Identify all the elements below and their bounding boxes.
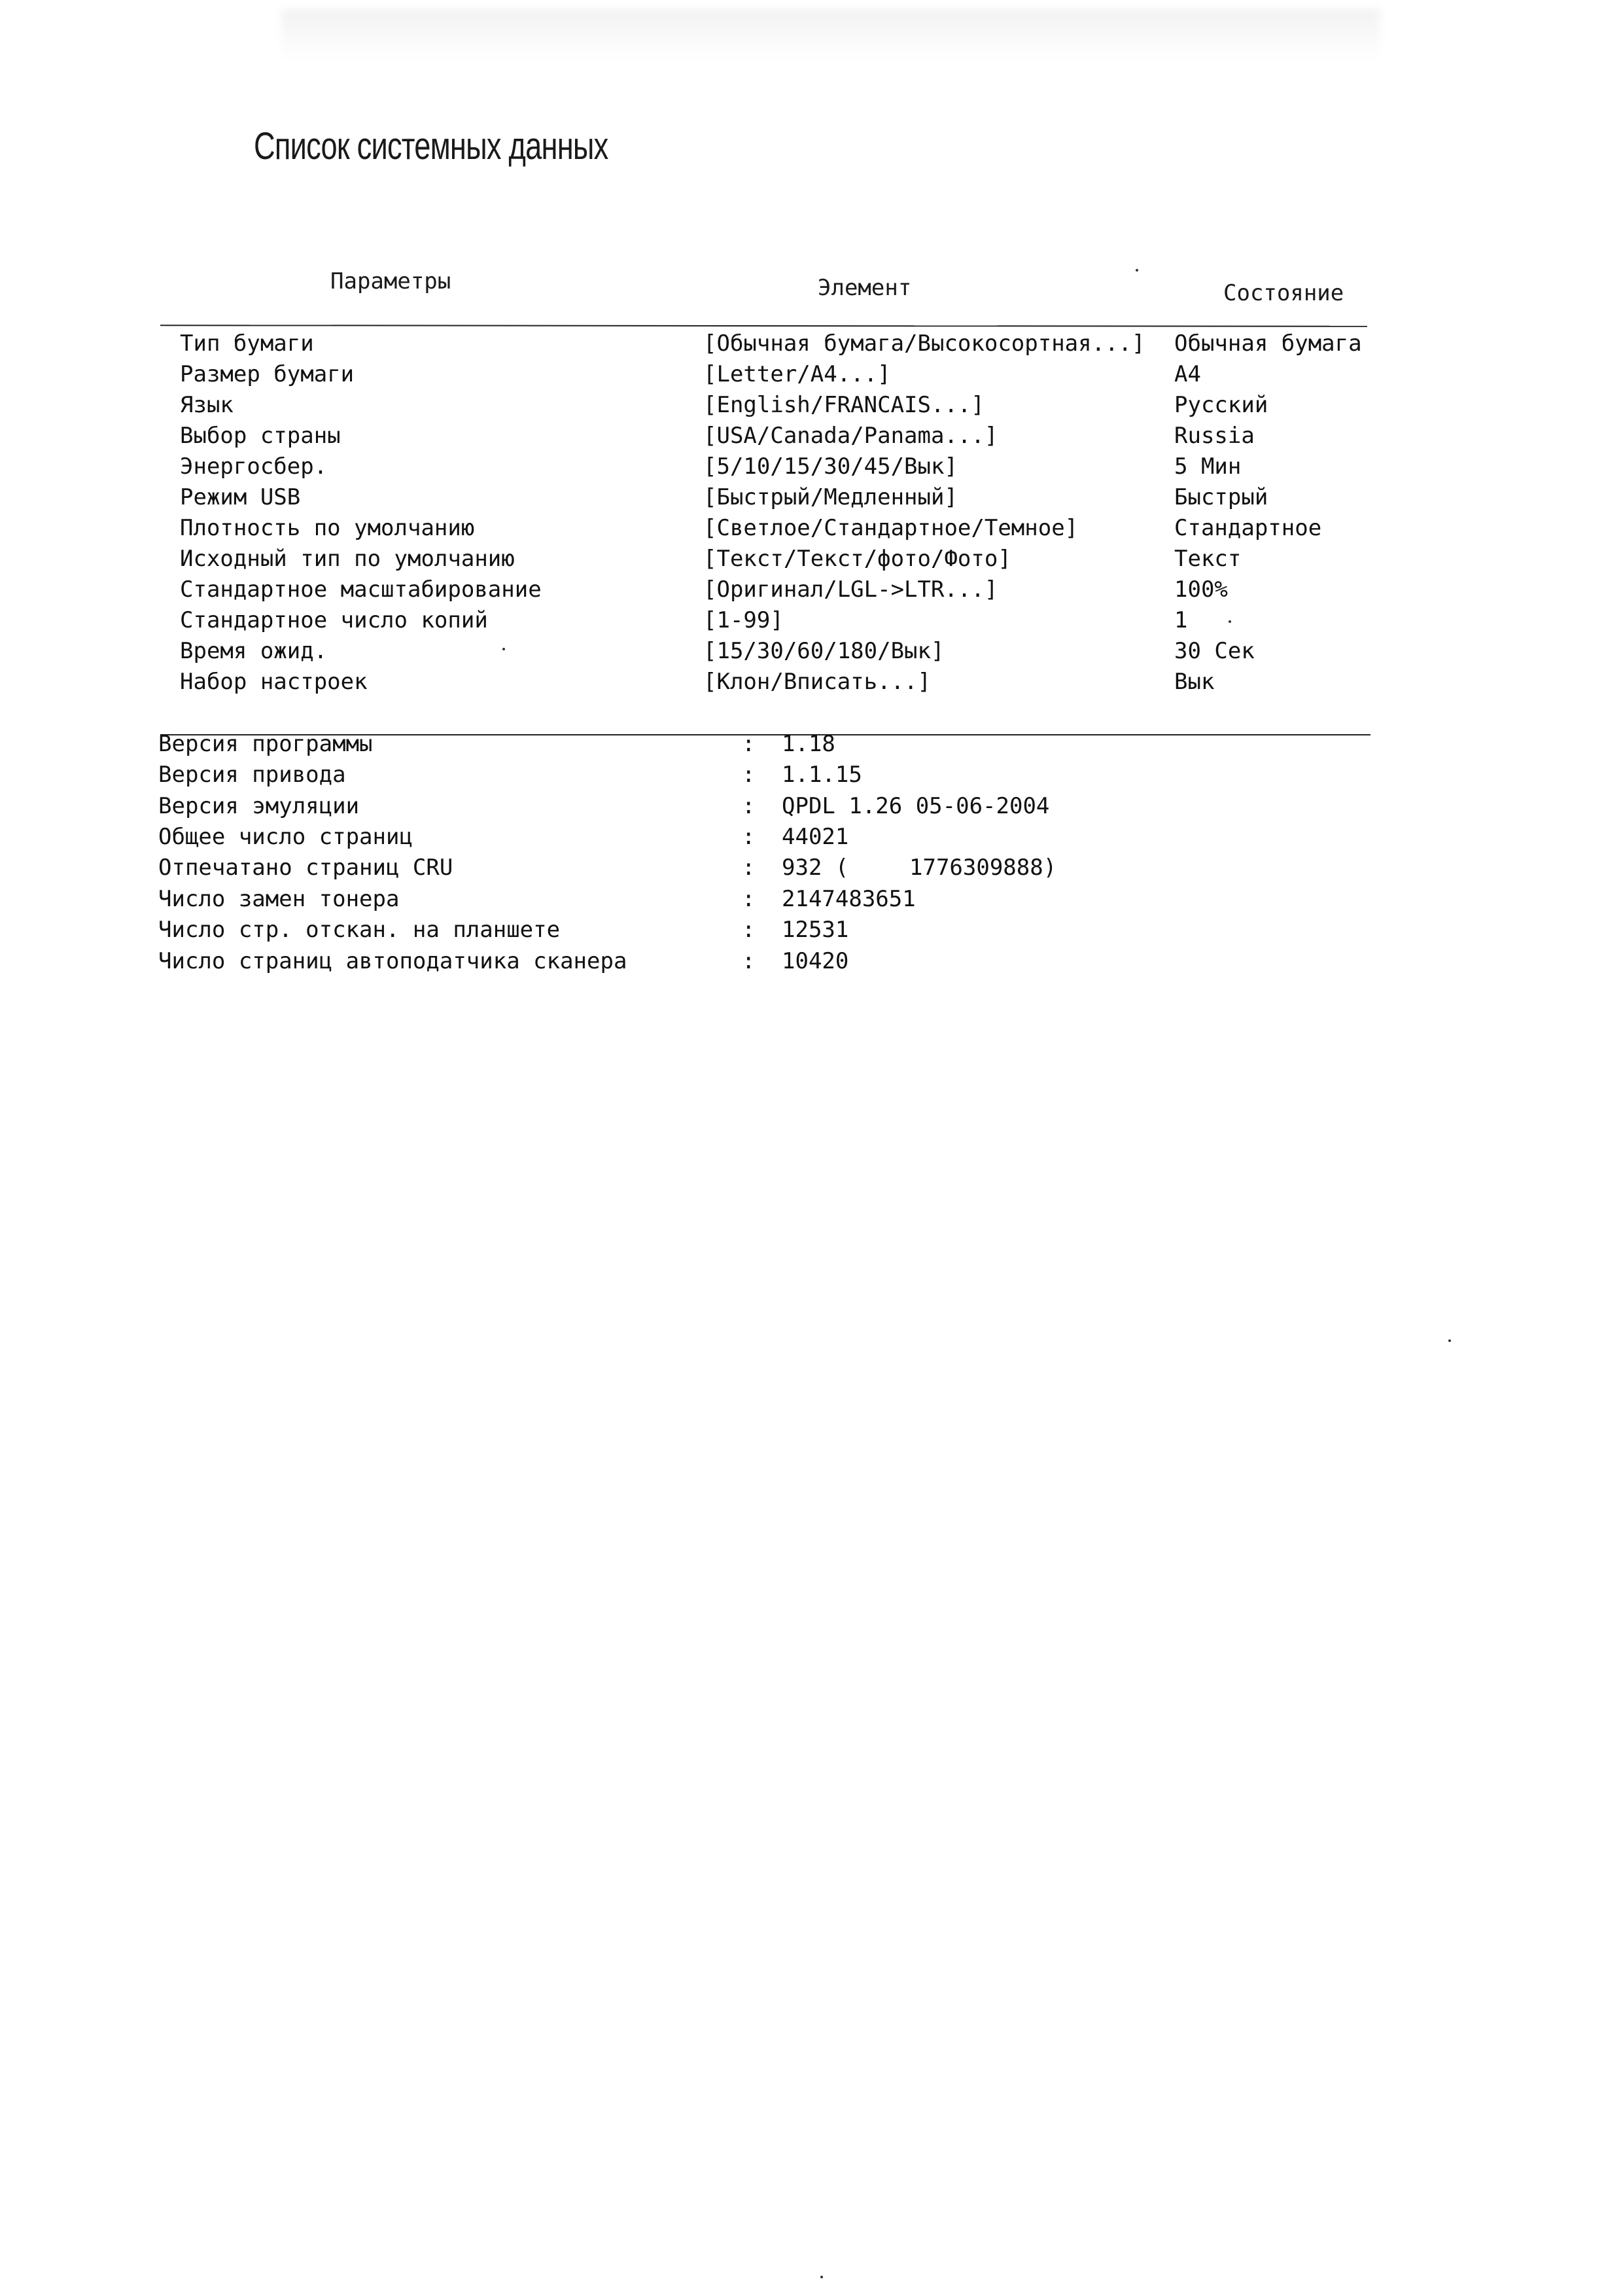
- setting-state: Русский: [1174, 392, 1268, 418]
- scan-speck: [1448, 1339, 1451, 1342]
- info-value: 12531: [782, 917, 849, 943]
- settings-row: [0, 638, 1623, 669]
- info-label: Версия эмуляции: [158, 793, 360, 819]
- setting-param: Время ожид.: [180, 638, 328, 664]
- info-colon: :: [742, 917, 756, 943]
- settings-row: [0, 607, 1623, 638]
- scan-speck: [502, 648, 505, 650]
- info-row: [0, 948, 1623, 979]
- setting-state: A4: [1174, 361, 1201, 387]
- info-colon: :: [742, 886, 756, 912]
- header-divider: [160, 325, 1367, 327]
- setting-state: Russia: [1174, 423, 1255, 449]
- info-row: [0, 855, 1623, 885]
- column-header-state: Состояние: [1223, 280, 1344, 306]
- info-value: 44021: [782, 824, 849, 850]
- info-value-secondary: 1776309888): [909, 855, 1057, 881]
- info-row: [0, 886, 1623, 917]
- setting-state: Обычная бумага: [1174, 330, 1362, 357]
- setting-param: Набор настроек: [180, 669, 368, 695]
- setting-state: 5 Мин: [1174, 453, 1242, 480]
- setting-state: 100%: [1174, 576, 1228, 603]
- setting-element: [5/10/15/30/45/Вык]: [703, 453, 958, 480]
- setting-param: Плотность по умолчанию: [180, 515, 475, 541]
- setting-state: Текст: [1174, 546, 1242, 572]
- scan-speck: [820, 2276, 823, 2278]
- info-label: Отпечатано страниц CRU: [158, 855, 453, 881]
- setting-state: Быстрый: [1174, 484, 1268, 510]
- setting-element: [English/FRANCAIS...]: [703, 392, 985, 418]
- setting-element: [Оригинал/LGL->LTR...]: [703, 576, 998, 603]
- info-value: 932 (: [782, 855, 849, 881]
- setting-state: Стандартное: [1174, 515, 1322, 541]
- info-value: 2147483651: [782, 886, 916, 912]
- settings-row: [0, 361, 1623, 392]
- info-row: [0, 762, 1623, 792]
- setting-element: [Обычная бумага/Высокосортная...]: [703, 330, 1145, 357]
- settings-row: [0, 515, 1623, 546]
- column-header-element: Элемент: [818, 275, 912, 301]
- info-value: 1.18: [782, 731, 835, 757]
- info-value: QPDL 1.26 05-06-2004: [782, 793, 1050, 819]
- setting-element: [Letter/A4...]: [703, 361, 891, 387]
- setting-state: Вык: [1174, 669, 1215, 695]
- info-label: Число стр. отскан. на планшете: [158, 917, 561, 943]
- setting-param: Размер бумаги: [180, 361, 355, 387]
- settings-row: [0, 423, 1623, 453]
- settings-row: [0, 392, 1623, 423]
- setting-element: [Текст/Текст/фото/Фото]: [703, 546, 1011, 572]
- column-header-params: Параметры: [330, 268, 451, 294]
- setting-param: Исходный тип по умолчанию: [180, 546, 515, 572]
- setting-element: [15/30/60/180/Вык]: [703, 638, 945, 664]
- setting-element: [USA/Canada/Panama...]: [703, 423, 998, 449]
- scan-speck: [1229, 620, 1231, 623]
- setting-param: Язык: [180, 392, 234, 418]
- scan-speck: [1136, 269, 1138, 272]
- info-row: [0, 731, 1623, 762]
- page-title: Список системных данных: [254, 125, 608, 168]
- info-label: Число страниц автоподатчика сканера: [158, 948, 627, 974]
- setting-param: Режим USB: [180, 484, 301, 510]
- setting-element: [1-99]: [703, 607, 784, 633]
- settings-row: [0, 484, 1623, 515]
- setting-param: Выбор страны: [180, 423, 341, 449]
- info-colon: :: [742, 824, 756, 850]
- setting-element: [Клон/Вписать...]: [703, 669, 931, 695]
- settings-row: [0, 669, 1623, 699]
- info-colon: :: [742, 762, 756, 788]
- info-row: [0, 917, 1623, 947]
- info-label: Общее число страниц: [158, 824, 413, 850]
- info-colon: :: [742, 793, 756, 819]
- info-row: [0, 824, 1623, 855]
- setting-param: Стандартное число копий: [180, 607, 488, 633]
- settings-row: [0, 453, 1623, 484]
- setting-param: Стандартное масштабирование: [180, 576, 542, 603]
- setting-param: Тип бумаги: [180, 330, 314, 357]
- info-label: Версия привода: [158, 762, 346, 788]
- info-label: Версия программы: [158, 731, 373, 757]
- info-value: 1.1.15: [782, 762, 862, 788]
- info-colon: :: [742, 855, 756, 881]
- settings-row: [0, 330, 1623, 361]
- settings-row: [0, 546, 1623, 576]
- info-colon: :: [742, 948, 756, 974]
- setting-param: Энергосбер.: [180, 453, 328, 480]
- scan-artifact: [281, 9, 1380, 62]
- info-row: [0, 793, 1623, 824]
- info-label: Число замен тонера: [158, 886, 400, 912]
- setting-element: [Быстрый/Медленный]: [703, 484, 958, 510]
- setting-state: 1: [1174, 607, 1188, 633]
- settings-row: [0, 576, 1623, 607]
- info-colon: :: [742, 731, 756, 757]
- setting-state: 30 Сек: [1174, 638, 1255, 664]
- setting-element: [Светлое/Стандартное/Темное]: [703, 515, 1079, 541]
- info-value: 10420: [782, 948, 849, 974]
